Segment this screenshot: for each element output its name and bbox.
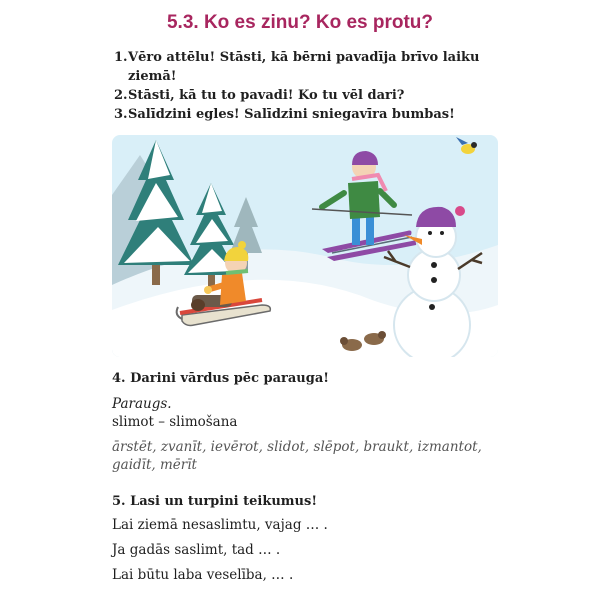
word-list-line-1: ārstēt, zvanīt, ievērot, slidot, slēpot, braukt, izmantot, — [112, 439, 482, 455]
section-4-title: 4. Darini vārdus pēc parauga! — [112, 371, 329, 386]
winter-illustration — [112, 135, 498, 357]
example-text: slimot – slimošana — [112, 414, 238, 430]
task-text: Vēro attēlu! Stāsti, kā bērni pavadīja brīvo laiku — [128, 50, 480, 65]
sentence-2: Ja gadās saslimt, tad … . — [112, 542, 281, 558]
task-item-3 — [114, 105, 494, 124]
task-text-continued: ziemā! — [128, 69, 177, 84]
task-list — [114, 48, 494, 124]
task-text: Salīdzini egles! Salīdzini sniegavīra bumbas! — [128, 107, 455, 122]
example-label: Paraugs. — [112, 396, 172, 412]
task-text: Stāsti, kā tu to pavadi! Ko tu vēl dari? — [128, 88, 405, 103]
task-number: 1. — [114, 50, 128, 65]
task-number: 2. — [114, 88, 128, 103]
sentence-1: Lai ziemā nesaslimtu, vajag … . — [112, 517, 328, 533]
task-item-1 — [114, 48, 494, 86]
sentence-3: Lai būtu laba veselība, … . — [112, 567, 294, 583]
page-title: 5.3. Ko es zinu? Ko es protu? — [166, 12, 434, 33]
task-item-2 — [114, 86, 494, 105]
word-list-line-2: gaidīt, mērīt — [112, 457, 197, 473]
task-number: 3. — [114, 107, 128, 122]
section-5-title: 5. Lasi un turpini teikumus! — [112, 494, 318, 509]
